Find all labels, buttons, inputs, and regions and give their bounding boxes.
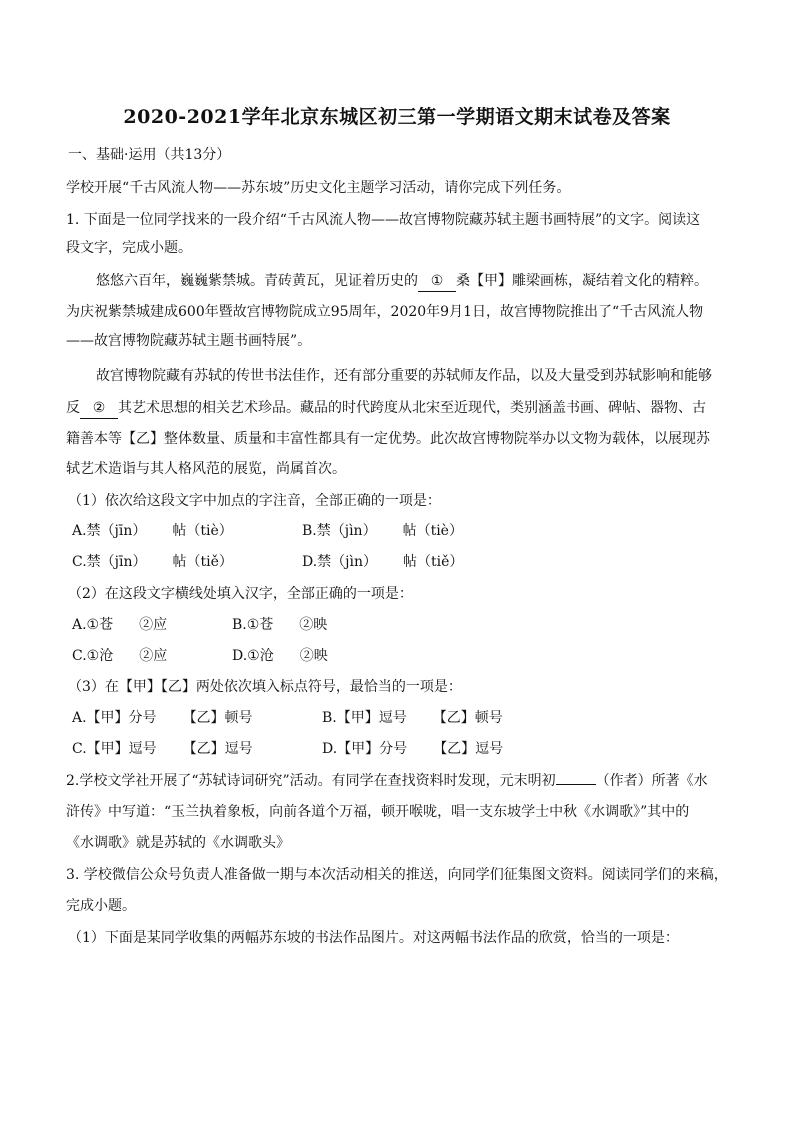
blank-1: ① — [418, 271, 456, 292]
sub2-stem: （2）在这段文字横线处填入汉字，全部正确的一项是： — [68, 586, 413, 602]
dotted-char-jin: 禁 — [222, 273, 236, 289]
sub3-option-a[interactable]: A.【甲】分号 【乙】顿号 — [72, 710, 253, 726]
sub3-option-b[interactable]: B.【甲】逗号 【乙】顿号 — [322, 710, 503, 726]
sub1-option-b[interactable]: B.禁（jìn） 帖（tiè） — [302, 523, 463, 539]
passage-p2-line2 — [66, 398, 728, 419]
q2-line3: 《水调歌》就是苏轼的《水调歌头》 — [66, 835, 290, 851]
activity-intro: 学校开展“千古风流人物——苏东坡”历史文化主题学习活动，请你完成下列任务。 — [66, 180, 571, 196]
passage-text: 桑【甲】雕梁画栋，凝结着文化的精粹。 — [456, 273, 708, 289]
page-title: 2020-2021学年北京东城区初三第一学期语文期末试卷及答案 — [123, 106, 671, 128]
q3-sub1-stem: （1）下面是某同学收集的两幅苏东坡的书法作品图片。对这两幅书法作品的欣赏，恰当的一项是： — [68, 930, 679, 946]
dotted-char-tie: 帖 — [622, 400, 636, 416]
passage-text: 反 — [66, 400, 80, 416]
sub1-option-d[interactable]: D.禁（jìn） 帖（tiě） — [302, 554, 464, 570]
passage-p2-line4: 轼艺术造诣与其人格风范的展览，尚属首次。 — [66, 461, 346, 477]
sub1-stem: （1）依次给这段文字中加点的字注音，全部正确的一项是： — [68, 493, 441, 509]
passage-p1-line2: 为庆祝紫禁城建成600年暨故宫博物院成立95周年，2020年9月1日，故宫博物院推出了“千古风流人物 — [66, 304, 704, 320]
sub2-option-d[interactable]: D.①沧 ②映 — [232, 648, 328, 664]
passage-p1-line3: ——故宫博物院藏苏轼主题书画特展”。 — [66, 333, 312, 349]
sub3-option-d[interactable]: D.【甲】分号 【乙】逗号 — [322, 741, 504, 757]
passage-p2-line1: 故宫博物院藏有苏轼的传世书法佳作，还有部分重要的苏轼师友作品，以及大量受到苏轼影响和能够 — [96, 368, 712, 384]
q2-line2: 浒传》中写道：“玉兰执着象板，向前各道个万福，顿开喉咙，唱一支东坡学士中秋《水调歌》”其中的 — [66, 804, 690, 820]
passage-text: 、器物、古 — [636, 400, 706, 416]
q2-line1: 2.学校文学社开展了“苏轼诗词研究”活动。有同学在查找资料时发现，元末明初 （作者）所著《水 — [66, 773, 708, 789]
passage-p1-line1 — [96, 271, 728, 292]
sub2-option-a[interactable]: A.①苍 ②应 — [72, 617, 168, 633]
sub3-stem: （3）在【甲】【乙】两处依次填入标点符号，最恰当的一项是： — [68, 679, 462, 695]
blank-2: ② — [80, 398, 118, 419]
passage-text: 城。青砖黄瓦，见证着历史的 — [236, 273, 418, 289]
sub1-option-a[interactable]: A.禁（jīn） 帖（tiè） — [72, 523, 233, 539]
author-blank — [556, 784, 596, 785]
sub2-option-c[interactable]: C.①沧 ②应 — [72, 648, 168, 664]
passage-p2-line3: 籍善本等【乙】整体数量、质量和丰富性都具有一定优势。此次故宫博物院举办以文物为载体，以展现苏 — [66, 431, 710, 447]
q3-line1: 3. 学校微信公众号负责人准备做一期与本次活动相关的推送，向同学们征集图文资料。阅读同学们的来稿， — [66, 867, 728, 883]
sub3-option-c[interactable]: C.【甲】逗号 【乙】逗号 — [72, 741, 253, 757]
section-heading: 一、基础·运用（共13分） — [68, 147, 231, 163]
passage-text: 其艺术思想的相关艺术珍品。藏品的时代跨度从北宋至近现代，类别涵盖书画、碑 — [118, 400, 622, 416]
sub1-option-c[interactable]: C.禁（jīn） 帖（tiě） — [72, 554, 233, 570]
passage-text: 悠悠六百年，巍巍紫 — [96, 273, 222, 289]
sub2-option-b[interactable]: B.①苍 ②映 — [232, 617, 328, 633]
q3-line2: 完成小题。 — [66, 898, 136, 914]
q1-stem-line2: 段文字，完成小题。 — [66, 240, 192, 256]
q1-stem-line1: 1. 下面是一位同学找来的一段介绍“千古风流人物——故宫博物院藏苏轼主题书画特展”的文字。阅读这 — [66, 212, 701, 228]
